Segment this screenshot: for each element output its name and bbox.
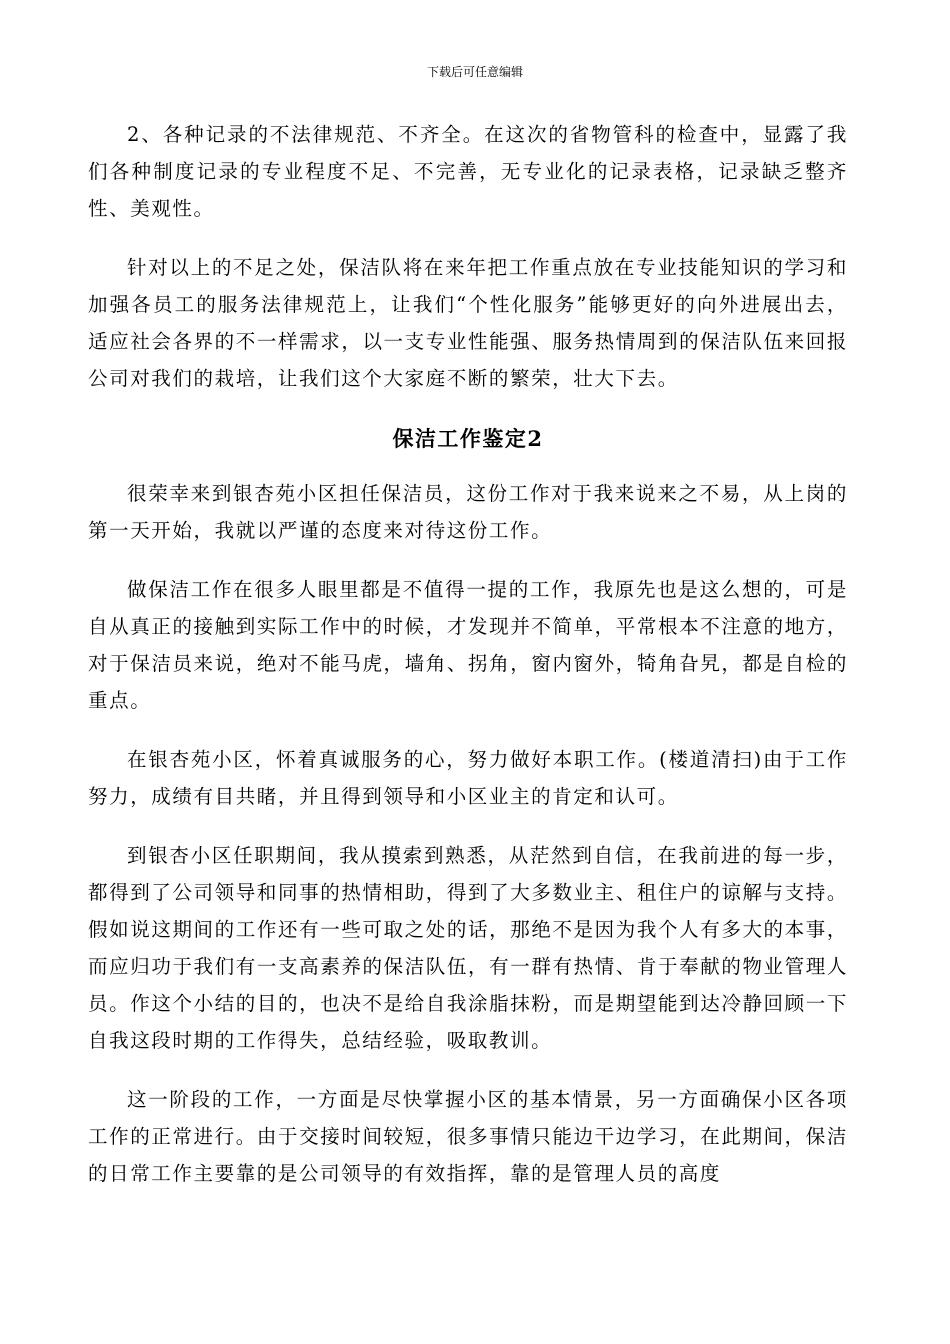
paragraph: 针对以上的不足之处，保洁队将在来年把工作重点放在专业技能知识的学习和加强各员工的服务法律规范上，让我们“个性化服务”能够更好的向外进展出去，适应社会各界的不一样需求，以一支专业性能强、服务热情周到的保洁队伍来回报公司对我们的栽培，让我们这个大家庭不断的繁荣，壮大下去。	[88, 256, 848, 390]
document-body	[88, 116, 848, 1214]
page-header: 下载后可任意编辑	[426, 65, 523, 79]
paragraph: 很荣幸来到银杏苑小区担任保洁员，这份工作对于我来说来之不易，从上岗的第一天开始，我就以严谨的态度来对待这份工作。	[88, 482, 848, 542]
paragraph: 在银杏苑小区，怀着真诚服务的心，努力做好本职工作。(楼道清扫)由于工作努力，成绩有目共睹，并且得到领导和小区业主的肯定和认可。	[88, 748, 848, 808]
paragraph: 2、各种记录的不法律规范、不齐全。在这次的省物管科的检查中，显露了我们各种制度记录的专业程度不足、不完善，无专业化的记录表格，记录缺乏整齐性、美观性。	[88, 123, 848, 220]
paragraph: 到银杏小区任职期间，我从摸索到熟悉，从茫然到自信，在我前进的每一步，都得到了公司领导和同事的热情相助，得到了大多数业主、租住户的谅解与支持。假如说这期间的工作还有一些可取之处的话，那绝不是因为我个人有多大的本事，而应归功于我们有一支高素养的保洁队伍，有一群有热情、肯于奉献的物业管理人员。作这个小结的目的，也决不是给自我涂脂抹粉，而是期望能到达冷静回顾一下自我这段时期的工作得失，总结经验，吸取教训。	[88, 844, 848, 1052]
section-title: 保洁工作鉴定2	[392, 426, 544, 451]
paragraph: 做保洁工作在很多人眼里都是不值得一提的工作，我原先也是这么想的，可是自从真正的接触到实际工作中的时候，才发现并不简单，平常根本不注意的地方，对于保洁员来说，绝对不能马虎，墙角、拐角，窗内窗外，犄角旮旯，都是自检的重点。	[88, 578, 848, 712]
paragraph: 这一阶段的工作，一方面是尽快掌握小区的基本情景，另一方面确保小区各项工作的正常进行。由于交接时间较短，很多事情只能边干边学习，在此期间，保洁的日常工作主要靠的是公司领导的有效指挥，靠的是管理人员的高度	[88, 1088, 848, 1185]
